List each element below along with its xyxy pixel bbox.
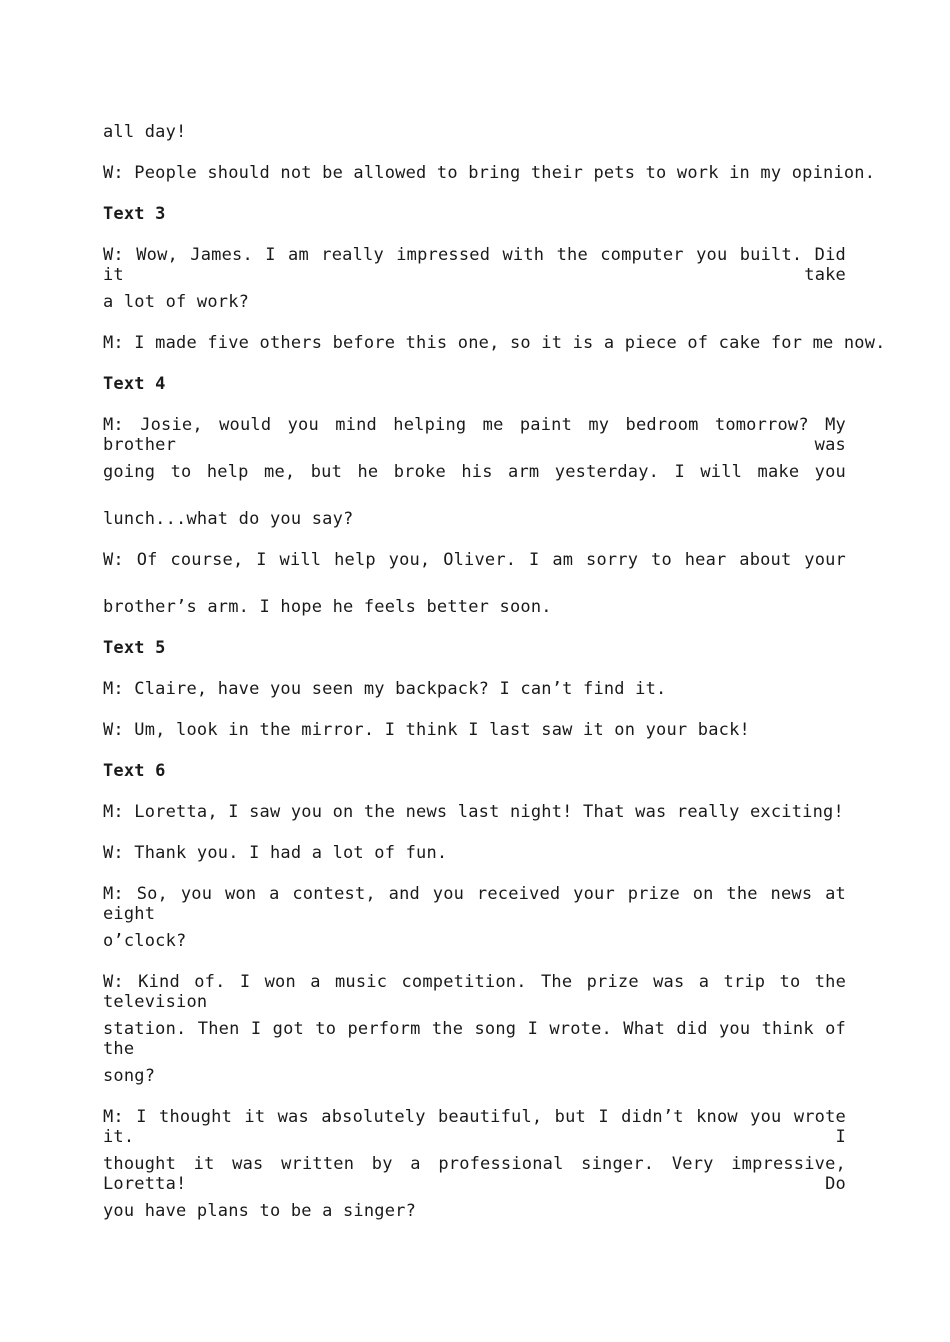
text-line: song?: [103, 1066, 156, 1086]
section-heading: Text 3: [103, 204, 166, 224]
text-line: M: I made five others before this one, so it is a piece of cake for me now.: [103, 333, 886, 353]
text-line: going to help me, but he broke his arm yesterday. I will make you: [103, 462, 846, 482]
text-line: W: Um, look in the mirror. I think I last saw it on your back!: [103, 720, 750, 740]
text-line: brother’s arm. I hope he feels better soon.: [103, 597, 552, 617]
text-line: M: Loretta, I saw you on the news last night! That was really exciting!: [103, 802, 844, 822]
text-line: all day!: [103, 122, 187, 142]
section-heading: Text 6: [103, 761, 166, 781]
text-line: station. Then I got to perform the song I wrote. What did you think of the: [103, 1019, 846, 1059]
text-line: lunch...what do you say?: [103, 509, 354, 529]
text-line: o’clock?: [103, 931, 187, 951]
text-line: W: Thank you. I had a lot of fun.: [103, 843, 448, 863]
text-line: M: Claire, have you seen my backpack? I can’t find it.: [103, 679, 667, 699]
text-line: M: I thought it was absolutely beautiful, but I didn’t know you wrote it. I: [103, 1107, 846, 1147]
text-line: W: People should not be allowed to bring their pets to work in my opinion.: [103, 163, 876, 183]
text-line: you have plans to be a singer?: [103, 1201, 417, 1221]
text-line: M: So, you won a contest, and you received your prize on the news at eight: [103, 884, 846, 924]
text-line: M: Josie, would you mind helping me paint my bedroom tomorrow? My brother was: [103, 415, 846, 455]
text-line: thought it was written by a professional singer. Very impressive, Loretta! Do: [103, 1154, 846, 1194]
text-line: W: Kind of. I won a music competition. The prize was a trip to the television: [103, 972, 846, 1012]
text-line: W: Of course, I will help you, Oliver. I am sorry to hear about your: [103, 550, 846, 570]
text-line: W: Wow, James. I am really impressed with the computer you built. Did it take: [103, 245, 846, 285]
section-heading: Text 5: [103, 638, 166, 658]
section-heading: Text 4: [103, 374, 166, 394]
text-line: a lot of work?: [103, 292, 250, 312]
